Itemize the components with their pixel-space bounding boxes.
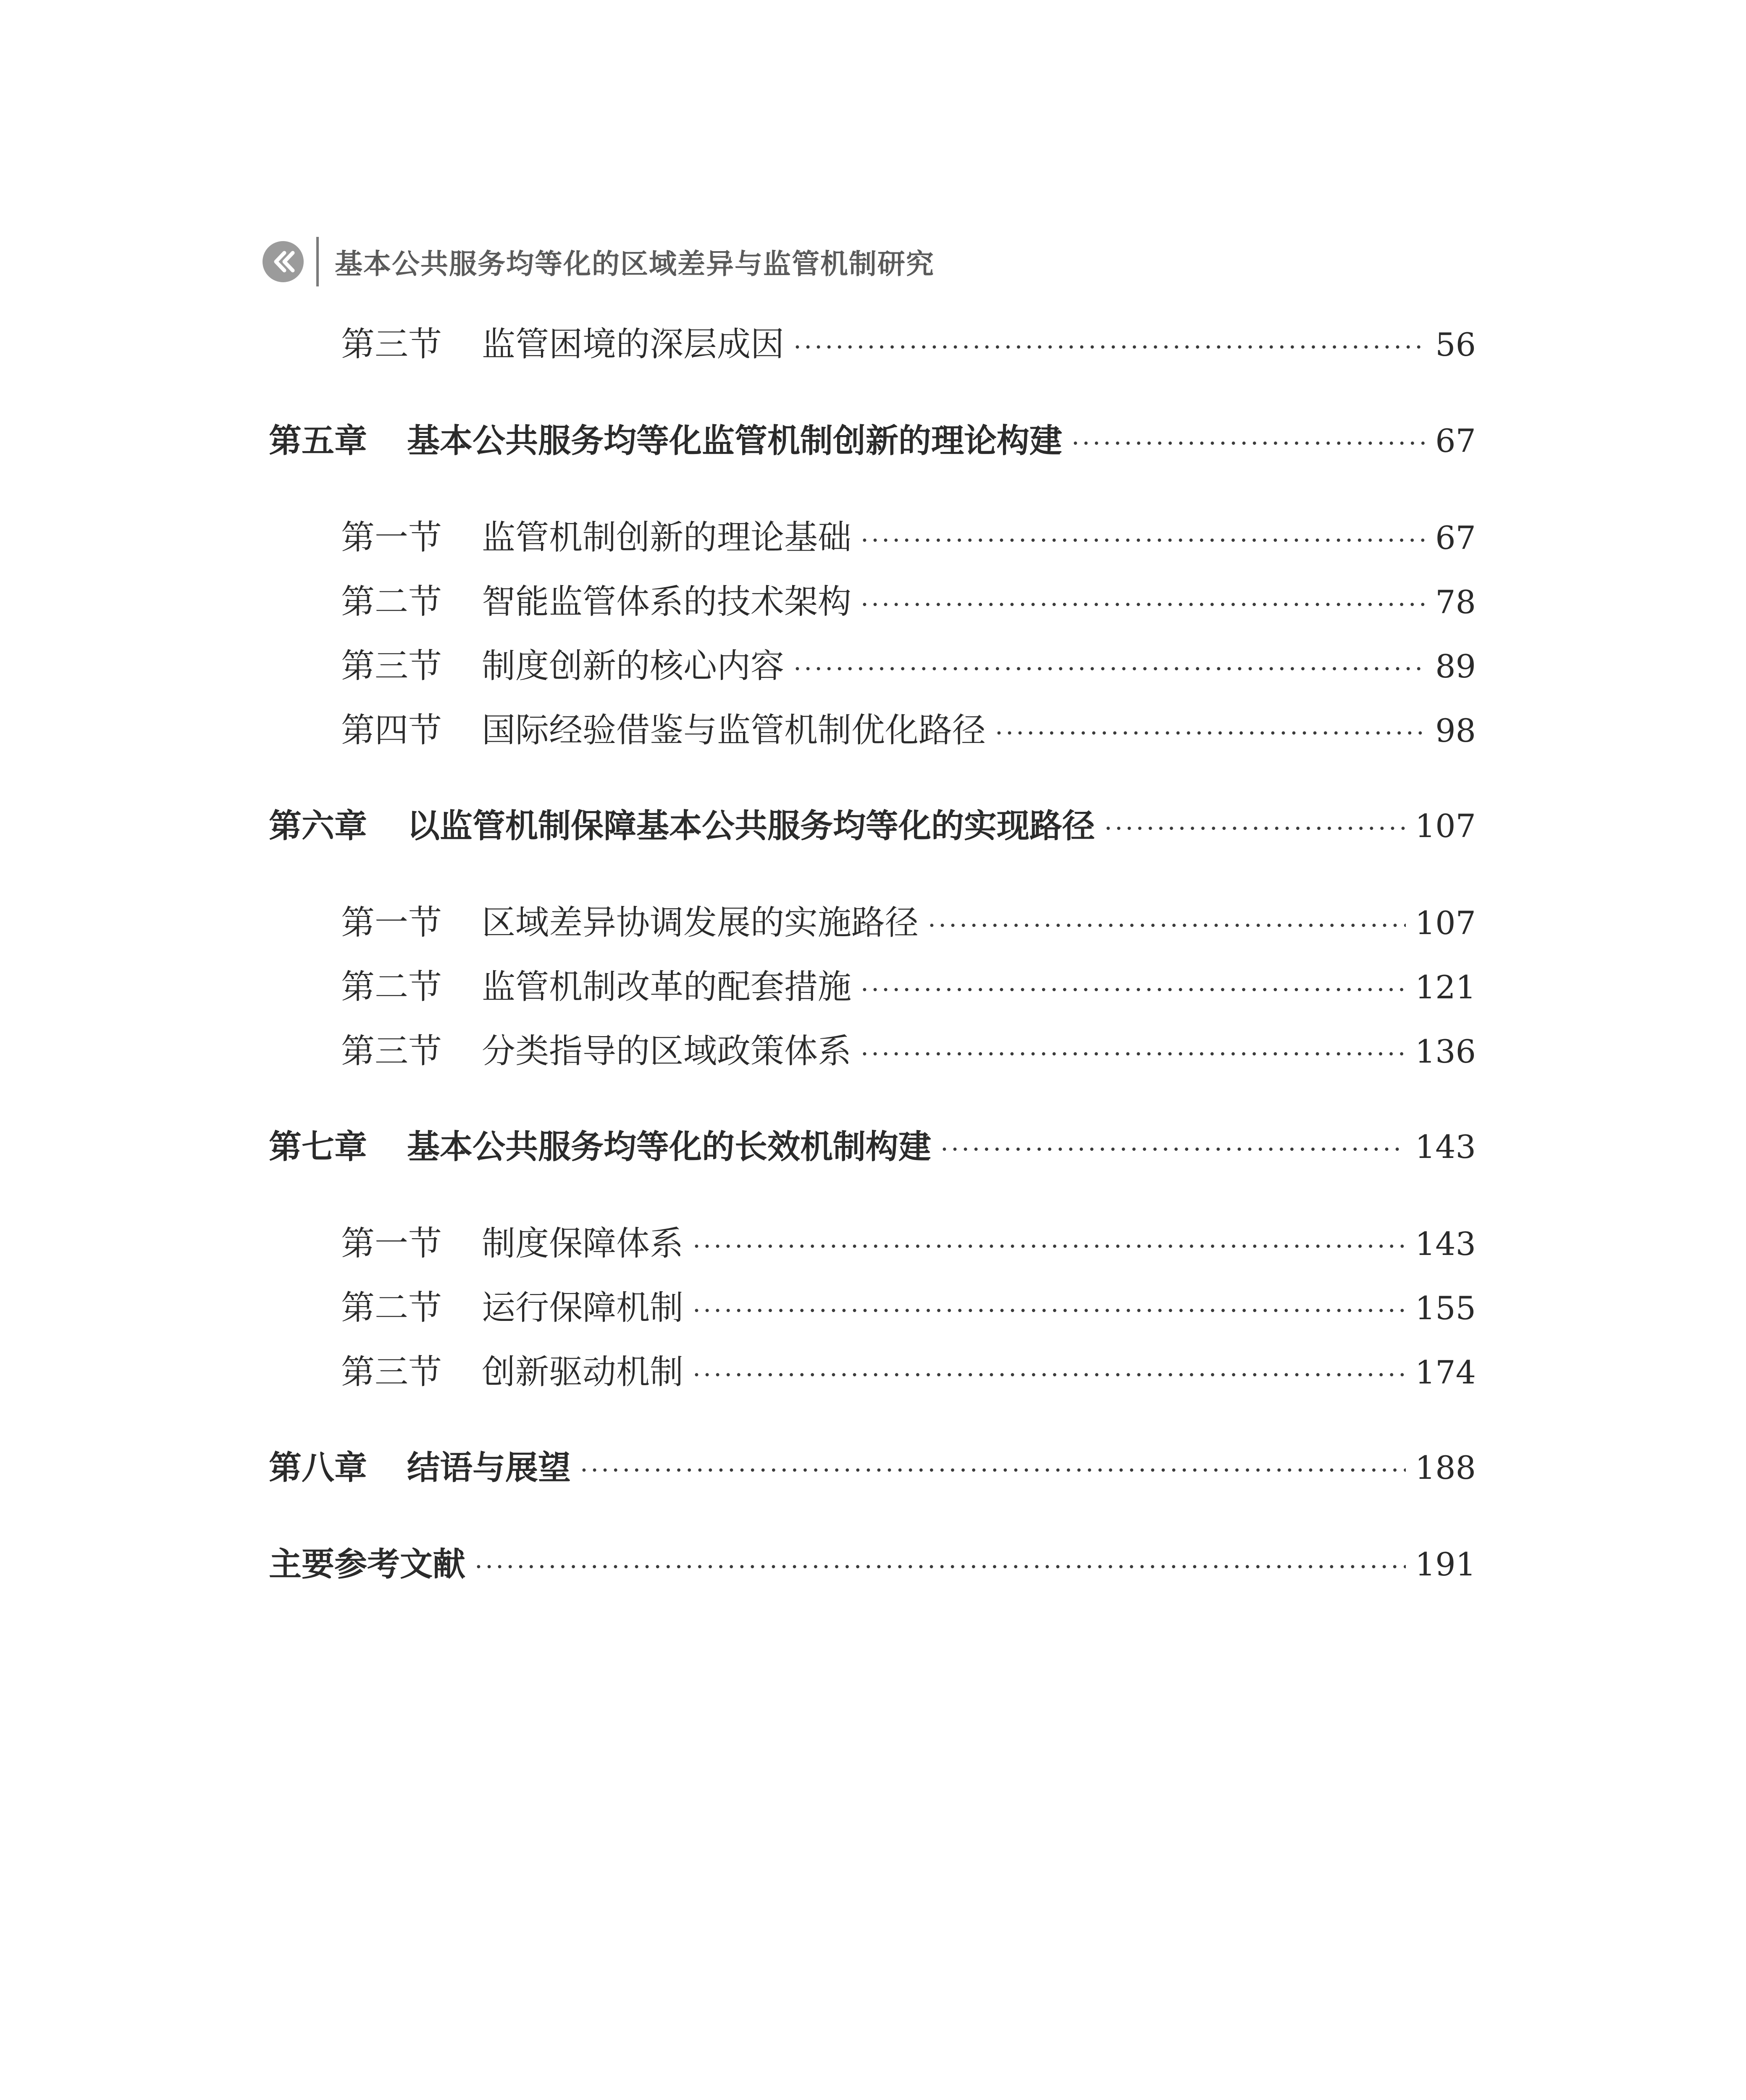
toc-entry-label: 第一节 xyxy=(341,518,442,557)
toc-chapter-title: 基本公共服务均等化的长效机制构建 xyxy=(407,1128,932,1166)
toc-entry-title: 区域差异协调发展的实施路径 xyxy=(482,903,919,942)
toc-chapter-page: 143 xyxy=(1415,1128,1476,1166)
toc-chapter-label: 第八章 xyxy=(269,1449,368,1487)
toc-entry-page: 78 xyxy=(1435,583,1476,621)
toc-entry[interactable] xyxy=(341,321,1476,368)
header-divider xyxy=(316,237,319,286)
toc-chapter-title: 结语与展望 xyxy=(407,1449,571,1487)
toc-chapter-label: 第七章 xyxy=(269,1128,368,1166)
toc-entry-title: 创新驱动机制 xyxy=(482,1352,683,1391)
toc-chapter-page: 107 xyxy=(1415,807,1476,845)
toc-entry[interactable] xyxy=(341,1285,1476,1331)
toc-entry[interactable] xyxy=(341,1349,1476,1395)
toc-entry-page: 155 xyxy=(1415,1289,1476,1327)
toc-entry-label: 第三节 xyxy=(341,325,442,364)
dot-leader xyxy=(995,710,1425,756)
toc-entry[interactable] xyxy=(341,900,1476,946)
dot-leader xyxy=(928,903,1406,949)
running-header xyxy=(263,233,935,290)
toc-entry-title: 制度保障体系 xyxy=(482,1224,683,1263)
toc-references-title: 主要参考文献 xyxy=(269,1546,466,1583)
dot-leader xyxy=(861,967,1406,1013)
toc-chapter[interactable] xyxy=(269,1445,1476,1491)
toc-entry-title: 监管机制创新的理论基础 xyxy=(482,518,851,557)
toc-chapter[interactable] xyxy=(269,803,1476,849)
toc-entry-title: 分类指导的区域政策体系 xyxy=(482,1032,851,1071)
toc-entry-label: 第二节 xyxy=(341,967,442,1006)
toc-entry-page: 136 xyxy=(1415,1033,1476,1070)
toc-chapter-page: 67 xyxy=(1435,422,1476,459)
dot-leader xyxy=(693,1288,1406,1334)
toc-entry-page: 67 xyxy=(1435,519,1476,556)
toc-entry-label: 第一节 xyxy=(341,1224,442,1263)
double-chevron-left-icon-glyph xyxy=(263,241,304,282)
toc-entry-label: 第三节 xyxy=(341,1352,442,1391)
toc-references[interactable] xyxy=(269,1541,1476,1588)
toc-references-page: 191 xyxy=(1415,1546,1476,1583)
toc-entry[interactable] xyxy=(341,643,1476,689)
toc-entry-title: 监管困境的深层成因 xyxy=(482,325,784,364)
toc-entry-label: 第四节 xyxy=(341,711,442,750)
dot-leader xyxy=(793,324,1425,370)
dot-leader xyxy=(861,517,1425,564)
dot-leader xyxy=(940,1126,1406,1173)
toc-entry[interactable] xyxy=(341,1221,1476,1267)
toc-chapter-label: 第六章 xyxy=(269,807,368,845)
dot-leader xyxy=(1071,420,1425,467)
double-chevron-left-icon xyxy=(263,241,304,282)
toc-chapter-page: 188 xyxy=(1415,1449,1476,1486)
toc-chapter-label: 第五章 xyxy=(269,422,368,460)
toc-chapter[interactable] xyxy=(269,418,1476,464)
toc-entry[interactable] xyxy=(341,707,1476,753)
toc-entry-title: 智能监管体系的技术架构 xyxy=(482,582,851,621)
toc-entry-page: 56 xyxy=(1435,326,1476,363)
book-title: 基本公共服务均等化的区域差异与监管机制研究 xyxy=(335,248,935,280)
dot-leader xyxy=(861,582,1425,628)
toc-entry-title: 运行保障机制 xyxy=(482,1288,683,1327)
toc-entry-page: 121 xyxy=(1415,969,1476,1006)
dot-leader xyxy=(693,1352,1406,1398)
toc-chapter-title: 基本公共服务均等化监管机制创新的理论构建 xyxy=(407,422,1063,460)
dot-leader xyxy=(861,1031,1406,1077)
toc-entry-label: 第三节 xyxy=(341,646,442,685)
dot-leader xyxy=(793,646,1425,692)
toc-entry[interactable] xyxy=(341,964,1476,1010)
toc-chapter-title: 以监管机制保障基本公共服务均等化的实现路径 xyxy=(407,807,1095,845)
toc-entry-label: 第一节 xyxy=(341,903,442,942)
toc-entry[interactable] xyxy=(341,514,1476,561)
toc-entry-title: 监管机制改革的配套措施 xyxy=(482,967,851,1006)
toc-entry-title: 国际经验借鉴与监管机制优化路径 xyxy=(482,711,986,750)
toc-entry-page: 98 xyxy=(1435,712,1476,749)
toc-entry[interactable] xyxy=(341,1028,1476,1074)
dot-leader xyxy=(693,1223,1406,1270)
toc-entry-title: 制度创新的核心内容 xyxy=(482,646,784,685)
toc-entry-page: 107 xyxy=(1415,904,1476,942)
dot-leader xyxy=(580,1447,1406,1494)
dot-leader xyxy=(475,1544,1406,1590)
toc-entry-page: 89 xyxy=(1435,648,1476,685)
dot-leader xyxy=(1104,806,1406,852)
toc-chapter[interactable] xyxy=(269,1124,1476,1170)
toc-entry[interactable] xyxy=(341,579,1476,625)
toc-entry-page: 143 xyxy=(1415,1225,1476,1263)
toc-entry-label: 第二节 xyxy=(341,1288,442,1327)
toc-entry-page: 174 xyxy=(1415,1354,1476,1391)
toc-entry-label: 第三节 xyxy=(341,1032,442,1071)
toc-entry-label: 第二节 xyxy=(341,582,442,621)
